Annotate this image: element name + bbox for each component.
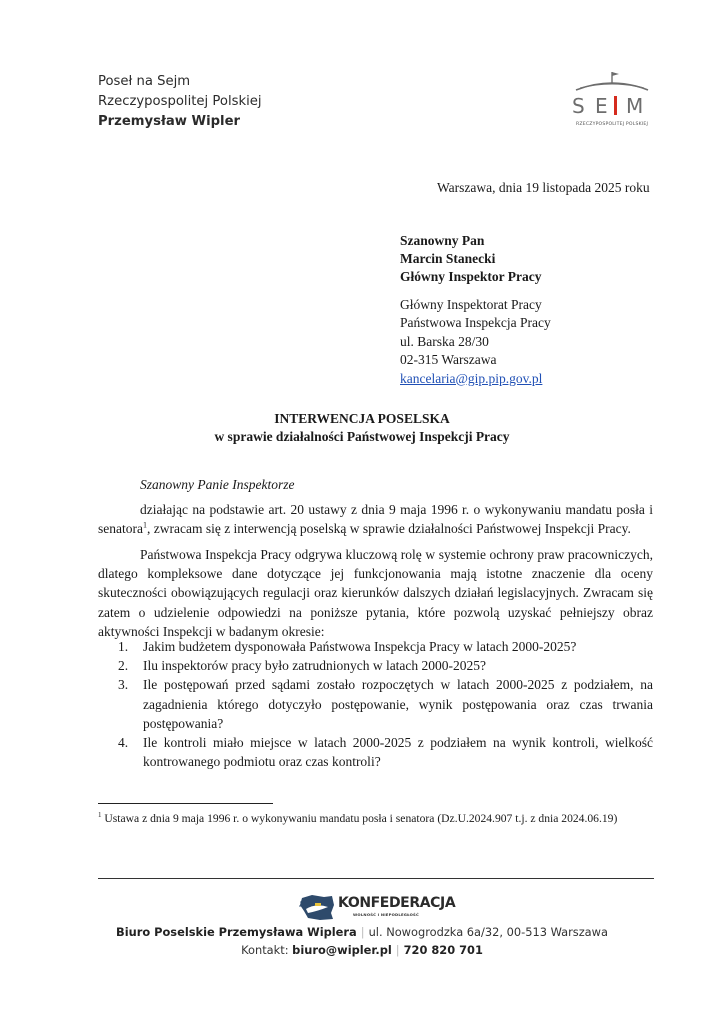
svg-text:S E: S E: [572, 94, 610, 118]
footnote-ref[interactable]: 1: [142, 520, 147, 530]
salutation: Szanowny Panie Inspektorze: [140, 477, 295, 492]
sejm-emblem-icon: [566, 68, 658, 122]
document-title: [0, 410, 724, 446]
question-item: [98, 733, 653, 771]
question-number: 2.: [118, 658, 129, 674]
address-city: 02-315 Warszawa: [400, 352, 497, 368]
footnote-text: Ustawa z dnia 9 maja 1996 r. o wykonywaniu mandatu posła i senatora (Dz.U.2024.907 t.j. z dnia 2024.06.19): [101, 812, 618, 825]
sejm-tagline: RZECZYPOSPOLITEJ POLSKIEJ: [575, 122, 648, 127]
questions-list: [98, 637, 653, 771]
recipient-salutation: Szanowny Pan: [400, 233, 485, 248]
konfederacja-logo: [298, 893, 458, 923]
letter-date: Warszawa, dnia 19 listopada 2025 roku: [437, 180, 650, 195]
footer-contact-line: [0, 943, 724, 957]
footnote: [98, 812, 617, 825]
question-text: Ile kontroli miało miejsce w latach 2000-2025 z podziałem na wynik kontroli, wielkość kontrowanego podmiotu oraz czas kontroli?: [143, 735, 653, 770]
question-text: Jakim budżetem dysponowała Państwowa Inspekcja Pracy w latach 2000-2025?: [143, 639, 577, 654]
address-institution: Główny Inspektorat Pracy: [400, 297, 542, 312]
konfederacja-map-icon: [298, 893, 336, 921]
address-street: ul. Barska 28/30: [400, 333, 489, 349]
paragraph-2: Państwowa Inspekcja Pracy odgrywa kluczową rolę w systemie ochrony praw pracowniczych, dlatego kompleksowe dane dotyczące jej funkcjonowania mają istotne znaczenie dla oceny skuteczności obowiązujących regulacji oraz kierunków dalszych działań legislacyjnych. Zwracam się zatem o udzielenie odpowiedzi na poniższe pytania, które pozwolą uzyskać pełniejszy obraz aktywności Inspekcji w badanym okresie:: [98, 547, 653, 639]
office-name: Biuro Poselskie Przemysława Wiplera: [116, 925, 357, 939]
question-number: 1.: [118, 639, 129, 654]
party-tagline: WOLNOŚĆ I NIEPODLEGŁOŚĆ: [353, 912, 419, 917]
address-agency: Państwowa Inspekcja Pracy: [400, 315, 551, 331]
question-number: 3.: [118, 677, 129, 693]
sender-title: Poseł na Sejm: [98, 74, 191, 89]
question-number: 4.: [118, 735, 129, 751]
svg-text:M: M: [626, 94, 644, 118]
contact-label: Kontakt:: [241, 943, 293, 957]
footnote-divider: [98, 803, 273, 804]
question-item: [98, 675, 653, 733]
paragraph-1-text-cont: , zwracam się z interwencją poselską w sprawie działalności Państwowej Inspekcji Pracy.: [146, 521, 631, 537]
sender-name: Przemysław Wipler: [98, 114, 241, 129]
question-text: Ile postępowań przed sądami zostało rozpoczętych w latach 2000-2025 z podziałem, na zagadnienia którego dotyczyło postępowanie, wynik postępowania oraz czas trwania postępowania?: [143, 677, 653, 731]
title-line-1: INTERWENCJA POSELSKA: [274, 411, 450, 426]
paragraph-1-text: działając na podstawie art. 20 ustawy z dnia 9 maja 1996 r. o wykonywaniu mandatu posła i senatora: [98, 502, 653, 537]
sender-block: [98, 72, 262, 132]
sender-country: Rzeczypospolitej Polskiej: [98, 94, 262, 109]
party-name: KONFEDERACJA: [338, 895, 456, 911]
recipient-address: [400, 296, 551, 388]
footer-office-line: [0, 925, 724, 939]
footnote-number: 1: [98, 811, 102, 820]
separator: |: [395, 943, 400, 957]
title-line-2: w sprawie działalności Państwowej Inspekcji Pracy: [214, 429, 510, 444]
contact-phone[interactable]: 720 820 701: [403, 943, 483, 957]
footer-divider: [98, 878, 654, 879]
email-link[interactable]: kancelaria@gip.pip.gov.pl: [400, 370, 543, 386]
contact-email[interactable]: biuro@wipler.pl: [292, 943, 392, 957]
question-text: Ilu inspektorów pracy było zatrudnionych w latach 2000-2025?: [143, 658, 487, 674]
recipient-block: [400, 232, 542, 286]
recipient-name: Marcin Stanecki: [400, 251, 496, 266]
question-item: [98, 656, 653, 675]
office-address: ul. Nowogrodzka 6a/32, 00-513 Warszawa: [368, 925, 608, 939]
separator: |: [360, 925, 365, 939]
question-item: [98, 637, 653, 656]
sejm-logo: [566, 68, 658, 140]
paragraph-1: [98, 500, 653, 538]
recipient-position: Główny Inspektor Pracy: [400, 269, 542, 284]
